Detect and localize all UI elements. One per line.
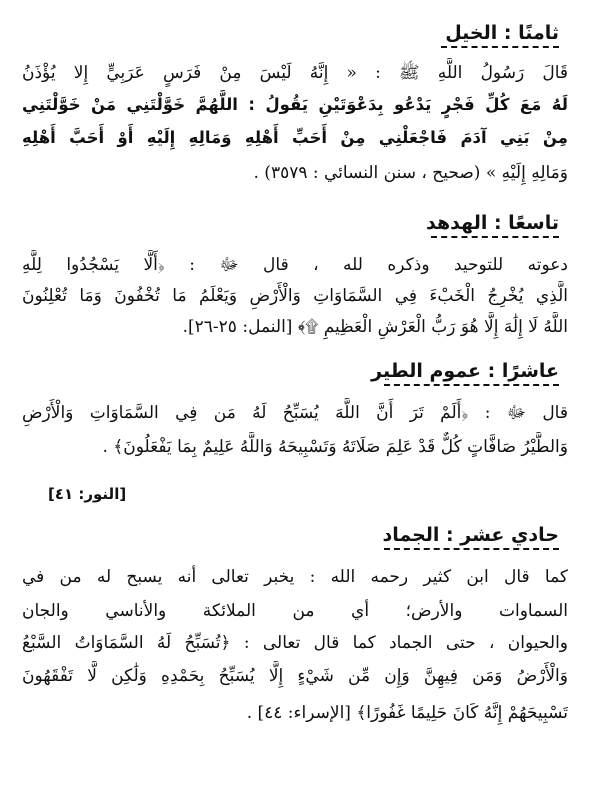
section-heading-inanimate [382, 520, 559, 550]
hadith-line-4: وَمَالِهِ إِلَيْهِ » (صحيح ، سنن النسائي : ٣٥٧٩) . [253, 163, 568, 183]
hoopoe-line-2: الَّذِي يُخْرِجُ الْخَبْءَ فِي السَّمَاوَاتِ وَالْأَرْضِ وَيَعْلَمُ مَا تُخْفُونَ وَمَا تُعْلِنُونَ [22, 286, 568, 306]
section-heading-text: تاسعًا : الهدهد [426, 212, 559, 234]
heading-underline [431, 236, 559, 238]
hadith-line-1: قَالَ رَسُولُ اللَّهِ ﷺ : « إِنَّهُ لَيْسَ مِنْ فَرَسٍ عَرَبِيٍّ إِلا يُؤْذَنُ [22, 63, 568, 83]
inanimate-line-1: كما قال ابن كثير رحمه الله : يخبر تعالى أنه يسبح له من في [22, 567, 568, 587]
heading-underline [384, 384, 559, 386]
hadith-line-2: لَهُ مَعَ كُلِّ فَجْرٍ يَدْعُو بِدَعْوَتَيْنِ يَقُولُ : اللَّهُمَّ خَوَّلْتَنِي مَنْ خَوَّلْتَنِي [22, 95, 568, 114]
hadith-line-3: مِنْ بَنِي آدَمَ فَاجْعَلْنِي مِنْ أَحَبِّ أَهْلِهِ وَمَالِهِ إِلَيْهِ أَوْ أَحَبَّ أَهْلِهِ [22, 128, 568, 147]
inanimate-line-3: والحيوان ، حتى الجماد كما قال تعالى : ﴿تُسَبِّحُ لَهُ السَّمَاوَاتُ السَّبْعُ [22, 633, 568, 653]
section-heading-text: عاشرًا : عموم الطير [371, 360, 559, 382]
heading-underline [384, 548, 559, 550]
inanimate-line-2: السماوات والأرض؛ أي من الملائكة والأناسي والجان [22, 601, 568, 621]
section-heading-text: ثامنًا : الخيل [445, 22, 559, 44]
heading-underline [441, 46, 559, 48]
birds-reference: [النور: ٤١] [48, 485, 127, 503]
section-heading-text: حادي عشر : الجماد [382, 524, 559, 546]
hoopoe-line-1: دعوته للتوحيد وذكره لله ، قال ﷻ : ﴿أَلَّا يَسْجُدُوا لِلَّهِ [22, 255, 568, 275]
section-heading-horses [445, 18, 559, 48]
birds-line-1: قال ﷻ : ﴿أَلَمْ تَرَ أَنَّ اللَّهَ يُسَبِّحُ لَهُ مَن فِي السَّمَاوَاتِ وَالْأَرْضِ [22, 403, 568, 423]
section-heading-hoopoe [426, 208, 559, 238]
hoopoe-line-3: اللَّهُ لَا إِلَٰهَ إِلَّا هُوَ رَبُّ الْعَرْشِ الْعَظِيمِ ۩﴾ [النمل: ٢٥-٢٦]. [182, 317, 568, 337]
inanimate-line-5: تَسْبِيحَهُمْ إِنَّهُ كَانَ حَلِيمًا غَفُورًا﴾ [الإسراء: ٤٤] . [246, 703, 568, 723]
section-heading-birds [371, 356, 559, 386]
birds-line-2: وَالطَّيْرُ صَافَّاتٍ كُلٌّ قَدْ عَلِمَ صَلَاتَهُ وَتَسْبِيحَهُ وَاللَّهُ عَلِيمٌ بِمَا يَفْعَلُونَ﴾ . [102, 437, 568, 457]
inanimate-line-4: وَالْأَرْضُ وَمَن فِيهِنَّ وَإِن مِّن شَيْءٍ إِلَّا يُسَبِّحُ بِحَمْدِهِ وَلَٰكِن لَّا تَفْقَهُونَ [22, 666, 568, 686]
